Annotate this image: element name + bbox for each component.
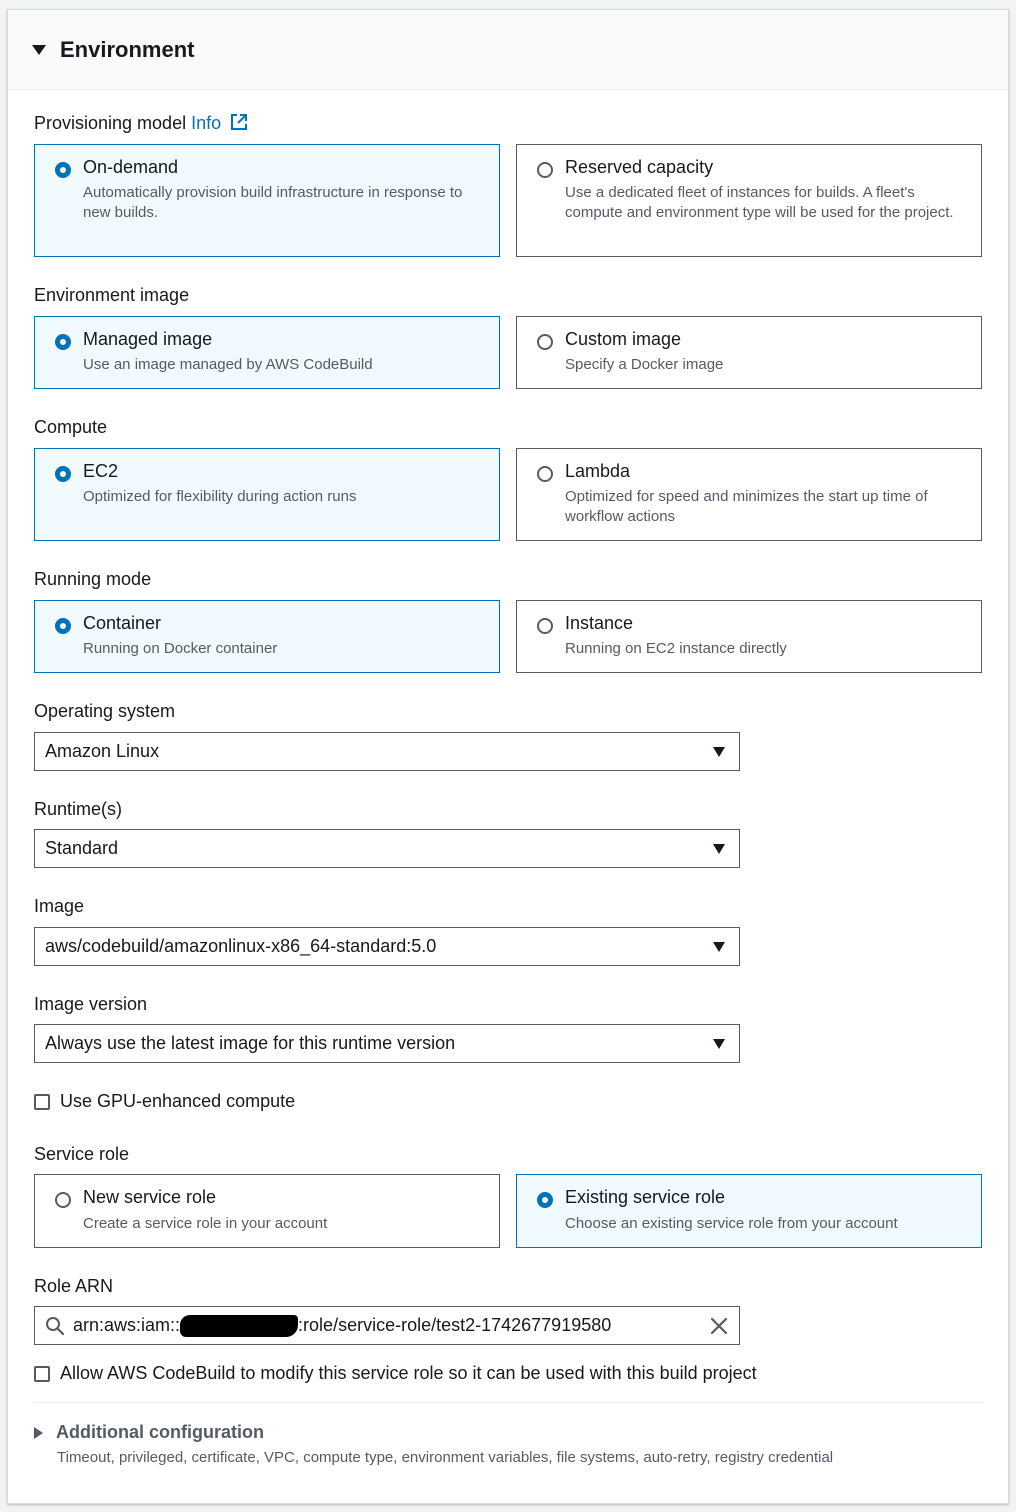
runtime-select[interactable] [34,829,740,868]
tile-on-demand[interactable] [34,144,500,257]
gpu-checkbox[interactable] [34,1094,50,1110]
role-arn-suffix: :role/service-role/test2-1742677919580 [298,1315,612,1335]
search-icon [45,1316,65,1336]
tile-title: Managed image [83,329,213,349]
tile-existing-service-role[interactable] [516,1174,982,1248]
radio-existing-service-role[interactable] [537,1192,553,1208]
section-title: Environment [60,36,195,62]
radio-managed-image[interactable] [55,334,71,350]
image-version-select[interactable] [34,1024,740,1063]
operating-system-select[interactable] [34,732,740,771]
radio-reserved-capacity[interactable] [537,162,553,178]
caret-down-icon [32,45,46,55]
radio-on-demand[interactable] [55,162,71,178]
tile-description: Use a dedicated fleet of instances for builds. A fleet's compute and environment type will be used for the project. [565,184,954,221]
caret-right-icon [34,1427,43,1439]
caret-down-icon [713,942,725,952]
tile-description: Specify a Docker image [565,356,724,373]
provisioning-model-text: Provisioning model [34,113,187,133]
tile-description: Running on EC2 instance directly [565,640,787,657]
provisioning-model-label [34,113,248,134]
tile-title: EC2 [83,461,119,481]
environment-image-label: Environment image [34,285,190,305]
caret-down-icon [713,1039,725,1049]
caret-down-icon [713,844,725,854]
image-select[interactable] [34,927,740,966]
tile-title: On-demand [83,157,179,177]
caret-down-icon [713,747,725,757]
role-arn-label: Role ARN [34,1276,114,1296]
image-version-label: Image version [34,994,148,1014]
tile-title: Reserved capacity [565,157,714,177]
tile-managed-image[interactable] [34,316,500,389]
radio-instance[interactable] [537,618,553,634]
operating-system-label: Operating system [34,701,176,721]
environment-section-header[interactable] [8,10,1008,90]
additional-configuration-expander[interactable] [34,1422,264,1443]
allow-modify-checkbox-row [34,1363,757,1384]
service-role-label: Service role [34,1144,130,1164]
tile-instance[interactable] [516,600,982,673]
tile-description: Use an image managed by AWS CodeBuild [83,356,373,373]
radio-ec2[interactable] [55,466,71,482]
select-value: aws/codebuild/amazonlinux-x86_64-standard:5.0 [45,936,437,956]
tile-title: Custom image [565,329,682,349]
tile-reserved-capacity[interactable] [516,144,982,257]
environment-panel [7,9,1009,1504]
tile-description: Choose an existing service role from your account [565,1215,898,1232]
tile-custom-image[interactable] [516,316,982,389]
role-arn-prefix: arn:aws:iam:: [73,1315,181,1335]
compute-label: Compute [34,417,108,437]
select-value: Always use the latest image for this runtime version [45,1033,456,1053]
allow-modify-checkbox-label[interactable]: Allow AWS CodeBuild to modify this service role so it can be used with this build project [60,1363,757,1383]
allow-modify-checkbox[interactable] [34,1366,50,1382]
select-value: Amazon Linux [45,741,160,761]
close-icon[interactable] [709,1316,729,1336]
radio-new-service-role[interactable] [55,1192,71,1208]
tile-description: Optimized for flexibility during action runs [83,488,357,505]
tile-title: New service role [83,1187,217,1207]
gpu-checkbox-row [34,1091,295,1112]
tile-new-service-role[interactable] [34,1174,500,1248]
tile-description: Optimized for speed and minimizes the start up time of workflow actions [565,488,928,525]
tile-ec2[interactable] [34,448,500,541]
radio-lambda[interactable] [537,466,553,482]
runtime-label: Runtime(s) [34,799,123,819]
tile-description: Automatically provision build infrastructure in response to new builds. [83,184,463,221]
tile-description: Create a service role in your account [83,1215,328,1232]
tile-title: Existing service role [565,1187,726,1207]
tile-title: Container [83,613,162,633]
external-link-icon[interactable] [230,113,248,131]
role-arn-input[interactable] [34,1306,740,1345]
tile-lambda[interactable] [516,448,982,541]
additional-configuration-description: Timeout, privileged, certificate, VPC, compute type, environment variables, file systems, auto-retry, registry credential [57,1449,834,1466]
tile-title: Lambda [565,461,631,481]
additional-configuration-title: Additional configuration [56,1422,264,1442]
gpu-checkbox-label[interactable]: Use GPU-enhanced compute [60,1091,296,1111]
radio-container[interactable] [55,618,71,634]
tile-description: Running on Docker container [83,640,278,657]
select-value: Standard [45,838,119,858]
tile-container[interactable] [34,600,500,673]
divider [34,1402,984,1403]
radio-custom-image[interactable] [537,334,553,350]
info-link[interactable]: Info [191,113,222,133]
redaction-mark [180,1315,298,1337]
tile-title: Instance [565,613,634,633]
running-mode-label: Running mode [34,569,152,589]
image-label: Image [34,896,85,916]
